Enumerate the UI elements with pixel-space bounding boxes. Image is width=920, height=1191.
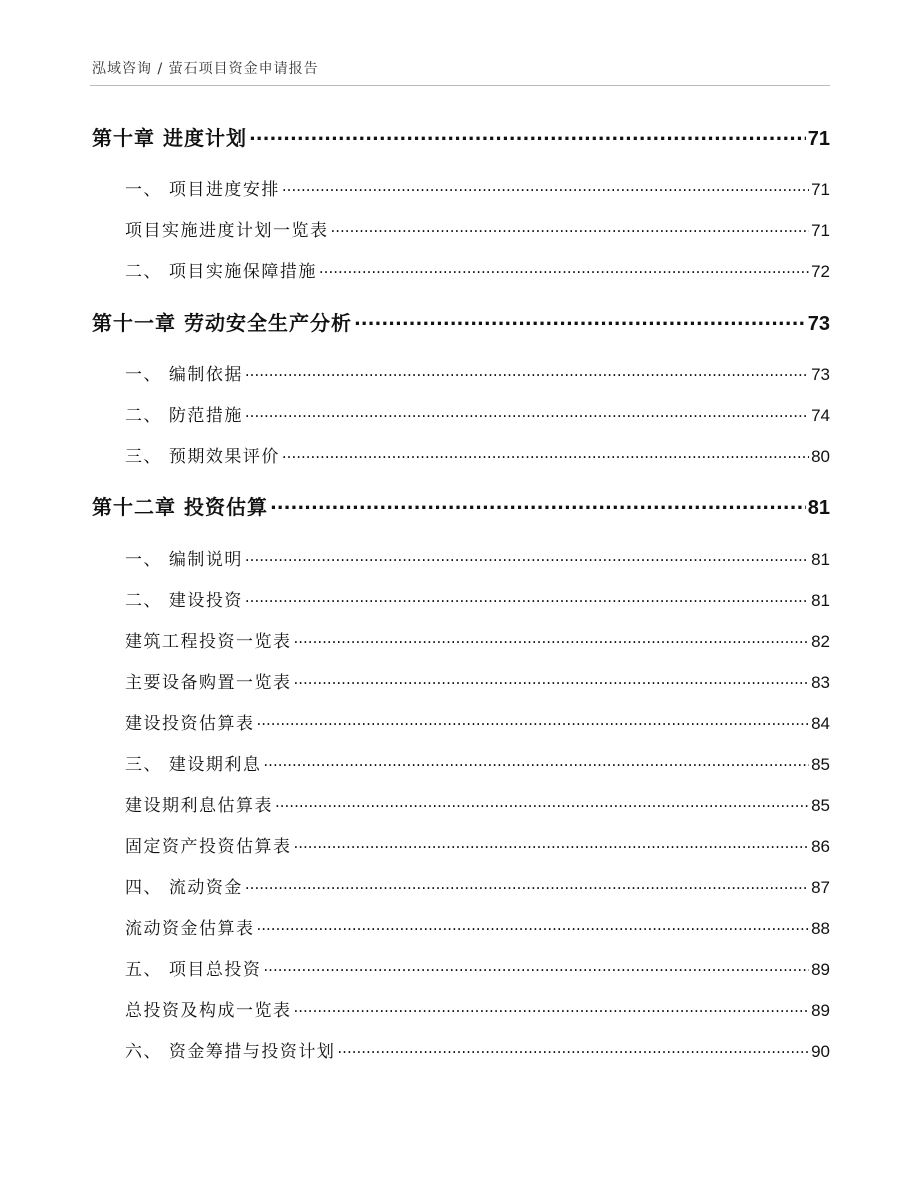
toc-entry[interactable]: [125, 175, 830, 200]
toc-entry[interactable]: [125, 996, 830, 1021]
toc-entry-title: 三、 建设期利息: [125, 755, 262, 775]
toc-entry-title: 一、 编制说明: [125, 550, 243, 570]
toc-leader-dots: [245, 363, 809, 380]
toc-entry-page: 89: [811, 960, 830, 979]
toc-entry-title: 第十二章 投资估算: [92, 495, 268, 519]
toc-entry[interactable]: [125, 586, 830, 611]
toc-entry-page: 89: [811, 1001, 830, 1020]
toc-entry-chapter-12[interactable]: [92, 491, 830, 520]
toc-entry-title: 六、 资金筹措与投资计划: [125, 1042, 336, 1062]
toc-entry-title: 五、 项目总投资: [125, 960, 262, 980]
toc-entry-page: 80: [811, 447, 830, 466]
toc-leader-dots: [331, 219, 810, 236]
toc-entry-page: 81: [807, 497, 830, 519]
toc-leader-dots: [354, 310, 806, 330]
toc-entry-page: 71: [811, 221, 830, 240]
toc-leader-dots: [294, 835, 810, 852]
toc-leader-dots: [245, 404, 809, 421]
toc-entry-page: 81: [811, 550, 830, 569]
toc-leader-dots: [245, 548, 809, 565]
toc-entry-page: 71: [811, 180, 830, 199]
toc-entry-page: 84: [811, 714, 830, 733]
toc-entry[interactable]: [125, 668, 830, 693]
toc-entry-page: 71: [807, 128, 830, 150]
toc-entry[interactable]: [125, 1037, 830, 1062]
toc-leader-dots: [337, 1040, 809, 1057]
toc-entry-page: 87: [811, 878, 830, 897]
toc-entry[interactable]: [125, 257, 830, 282]
toc-entry-page: 90: [811, 1042, 830, 1061]
toc-entry[interactable]: [125, 545, 830, 570]
toc-entry-title: 建设期利息估算表: [125, 796, 273, 816]
toc-entry[interactable]: [125, 914, 830, 939]
toc-entry-page: 73: [811, 365, 830, 384]
toc-entry[interactable]: [125, 873, 830, 898]
toc-entry[interactable]: [125, 832, 830, 857]
toc-entry-title: 建筑工程投资一览表: [125, 632, 292, 652]
toc-entry-title: 总投资及构成一览表: [125, 1001, 292, 1021]
toc-entry[interactable]: [125, 709, 830, 734]
toc-leader-dots: [257, 917, 810, 934]
toc-entry-chapter-11[interactable]: [92, 307, 830, 336]
toc-entry-page: 73: [807, 313, 830, 335]
toc-entry-title: 三、 预期效果评价: [125, 447, 280, 467]
toc-entry-page: 82: [811, 632, 830, 651]
toc-leader-dots: [270, 494, 806, 514]
toc-entry-title: 四、 流动资金: [125, 878, 243, 898]
toc-entry-page: 85: [811, 796, 830, 815]
toc-leader-dots: [263, 753, 809, 770]
toc-leader-dots: [245, 876, 809, 893]
toc-leader-dots: [282, 445, 809, 462]
toc-entry-title: 一、 编制依据: [125, 365, 243, 385]
toc-leader-dots: [319, 260, 809, 277]
toc-entry-title: 二、 防范措施: [125, 406, 243, 426]
toc-entry-chapter-10[interactable]: [92, 122, 830, 151]
toc-entry[interactable]: [125, 216, 830, 241]
toc-leader-dots: [282, 178, 809, 195]
toc-entry[interactable]: [125, 791, 830, 816]
toc-entry-title: 流动资金估算表: [125, 919, 255, 939]
toc-entry-title: 二、 项目实施保障措施: [125, 262, 317, 282]
toc-entry-page: 72: [811, 262, 830, 281]
toc-entry-page: 86: [811, 837, 830, 856]
toc-leader-dots: [294, 630, 810, 647]
toc-entry-title: 主要设备购置一览表: [125, 673, 292, 693]
toc-entry-title: 二、 建设投资: [125, 591, 243, 611]
toc-entry-title: 建设投资估算表: [125, 714, 255, 734]
page-header: 泓域咨询 / 萤石项目资金申请报告: [92, 61, 319, 77]
toc-leader-dots: [263, 958, 809, 975]
toc-entry-page: 88: [811, 919, 830, 938]
toc-entry[interactable]: [125, 442, 830, 467]
toc-entry[interactable]: [125, 360, 830, 385]
toc-entry-page: 83: [811, 673, 830, 692]
toc-leader-dots: [257, 712, 810, 729]
toc-leader-dots: [275, 794, 809, 811]
toc-entry[interactable]: [125, 750, 830, 775]
toc-leader-dots: [294, 671, 810, 688]
toc-entry[interactable]: [125, 955, 830, 980]
toc-entry-title: 一、 项目进度安排: [125, 180, 280, 200]
toc-entry-title: 固定资产投资估算表: [125, 837, 292, 857]
toc-leader-dots: [245, 589, 809, 606]
toc-entry[interactable]: [125, 627, 830, 652]
toc-entry-title: 第十章 进度计划: [92, 126, 247, 150]
toc-entry[interactable]: [125, 401, 830, 426]
toc-entry-page: 85: [811, 755, 830, 774]
toc-leader-dots: [294, 999, 810, 1016]
toc-entry-title: 项目实施进度计划一览表: [125, 221, 329, 241]
toc-entry-page: 81: [811, 591, 830, 610]
toc-leader-dots: [249, 125, 806, 145]
toc-entry-page: 74: [811, 406, 830, 425]
toc-entry-title: 第十一章 劳动安全生产分析: [92, 311, 352, 335]
